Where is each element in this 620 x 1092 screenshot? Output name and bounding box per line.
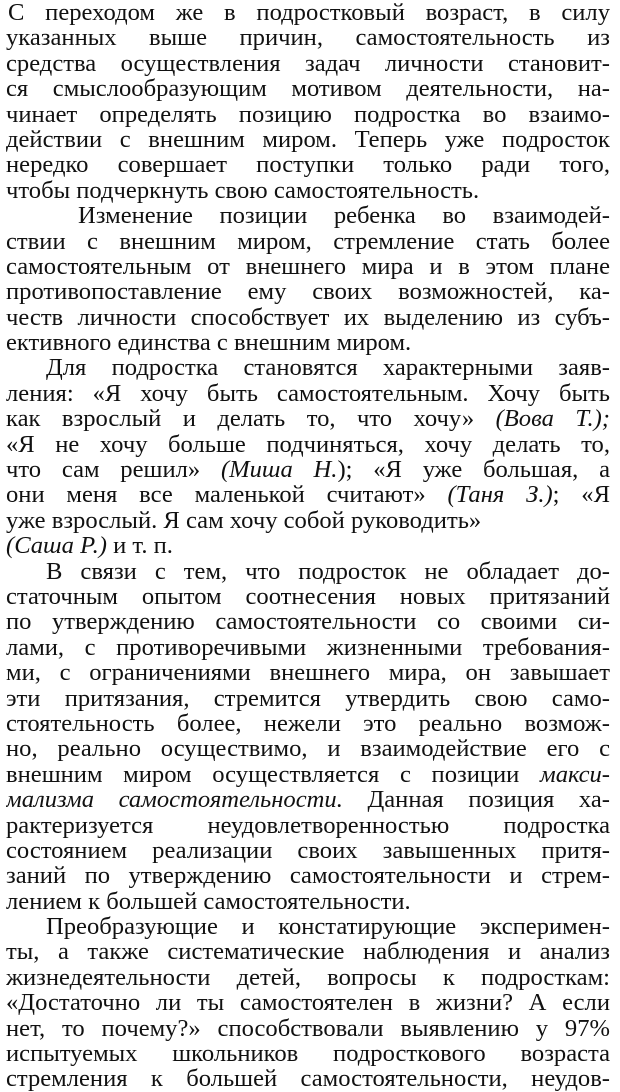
text-run: как взрослый и делать то, что хочу» [6,406,496,432]
text-run: честв личности способствует их выделению из субъ- [6,304,610,331]
text-line [6,711,610,736]
text-line [6,914,610,939]
book-page [6,0,610,1092]
text-run: чтобы подчеркнуть свою самостоятельность. [6,177,480,204]
text-line [6,406,610,431]
text-line [6,889,610,914]
text-line [6,0,610,25]
text-run: по утверждению самостоятельности со своими си- [6,609,610,635]
text-line [6,25,610,50]
text-line [6,965,610,990]
text-line [6,762,610,787]
text-line [6,381,610,406]
text-line [6,584,610,609]
emphasis-text: мализма самостоятельности. [6,787,343,813]
text-run: «Я не хочу больше подчиняться, хочу делать то, [6,431,610,458]
text-run: жизнедеятельности детей, вопросы к подросткам: [6,964,610,991]
citation-name: (Таня З.) [447,482,553,508]
text-run: уже взрослый. Я сам хочу собой руководить» [6,507,482,534]
paragraph [6,355,610,558]
paragraph [6,203,610,355]
text-line [6,609,610,634]
text-run: «Достаточно ли ты самостоятелен в жизни? А если [6,990,610,1016]
text-line [6,127,610,152]
text-run: Преобразующие и констатирующие эксперимен- [46,914,610,940]
text-line [6,254,610,279]
text-run: статочным опытом соотнесения новых притязаний [6,583,610,610]
text-line [6,152,610,177]
text-line [6,305,610,330]
text-line [6,203,610,228]
text-run: ; «Я [552,482,610,508]
text-run: лением к большей самостоятельности. [6,888,411,915]
text-line [6,990,610,1015]
text-run: лами, с противоречивыми жизненными требования- [6,634,610,661]
text-line [6,482,610,507]
text-run: ствии с внешним миром, стремление стать более [6,228,610,254]
citation-name: (Саша Р.) [6,533,107,559]
text-line [6,432,610,457]
text-line [6,1066,610,1091]
text-run: нередко совершает поступки только ради того, [6,152,610,178]
text-line [6,736,610,761]
text-run: рактеризуется неудовлетворенностью подростка [6,812,610,838]
text-run: стремления к большей самостоятельности, неудов- [6,1066,610,1092]
text-line [6,863,610,888]
text-line [6,457,610,482]
text-line [6,102,610,127]
text-line [6,508,610,533]
text-line [6,635,610,660]
text-run: но, реально осуществимо, и взаимодействие его с [6,736,610,762]
text-line [6,76,610,101]
text-line [6,178,610,203]
text-run: указанных выше причин, самостоятельность из [6,25,610,51]
emphasis-text: макси- [540,761,610,788]
text-run: они меня все маленькой считают» [6,482,448,508]
text-line [6,229,610,254]
text-line [6,559,610,584]
text-run: ления: «Я хочу быть самостоятельным. Хочу быть [6,380,610,407]
citation-name: (Миша Н. [220,457,338,483]
text-line [6,355,610,380]
text-run: и т. п. [106,533,173,559]
text-run: что сам решил» [6,457,221,483]
paragraph [6,0,610,203]
text-run: ты, а также систематические наблюдения и анализ [6,939,610,965]
text-run: ); «Я уже большая, а [337,457,610,483]
text-run: ми, с ограничениями внешнего мира, он завышает [6,660,610,686]
text-run: Данная позиция ха- [342,787,610,813]
text-run: В связи с тем, что подросток не обладает до- [46,558,610,584]
paragraph [6,559,610,914]
text-run: С переходом же в подростковый возраст, в силу [8,0,610,26]
text-line [6,660,610,685]
text-run: ся смыслообразующим мотивом деятельности, на- [6,76,610,102]
text-run: стоятельность более, нежели это реально возмож- [6,710,610,737]
text-run: внешним миром осуществляется с позиции [6,761,541,788]
text-run: нет, то почему?» способствовали выявлению у 97% [6,1015,610,1042]
text-run: Изменение позиции ребенка во взаимодей- [78,203,610,229]
text-line [6,939,610,964]
text-line [6,51,610,76]
text-run: средства осуществления задач личности становит- [6,50,610,77]
text-run: действии с внешним миром. Теперь уже подросток [6,126,610,153]
text-line [6,330,610,355]
text-run: состоянием реализации своих завышенных притя- [6,837,610,864]
text-run: ективного единства с внешним миром. [6,330,412,356]
text-run: Для подростка становятся характерными заяв- [46,355,610,381]
text-run: самостоятельным от внешнего мира и в этом плане [6,253,610,280]
text-line [6,1016,610,1041]
text-run: противопоставление ему своих возможностей, ка- [6,279,610,305]
text-run: эти притязания, стремится утвердить свою само- [6,685,610,711]
text-run: чинает определять позицию подростка во взаимо- [6,101,610,127]
text-run: испытуемых школьников подросткового возраста [6,1041,610,1067]
paragraph [6,914,610,1092]
text-line [6,686,610,711]
text-line [6,813,610,838]
text-line [6,279,610,304]
citation-name: (Вова Т.); [495,406,610,432]
text-run: заний по утверждению самостоятельности и стрем- [6,863,610,889]
text-line [6,1041,610,1066]
text-line [6,838,610,863]
text-line [6,787,610,812]
text-line [6,533,610,558]
